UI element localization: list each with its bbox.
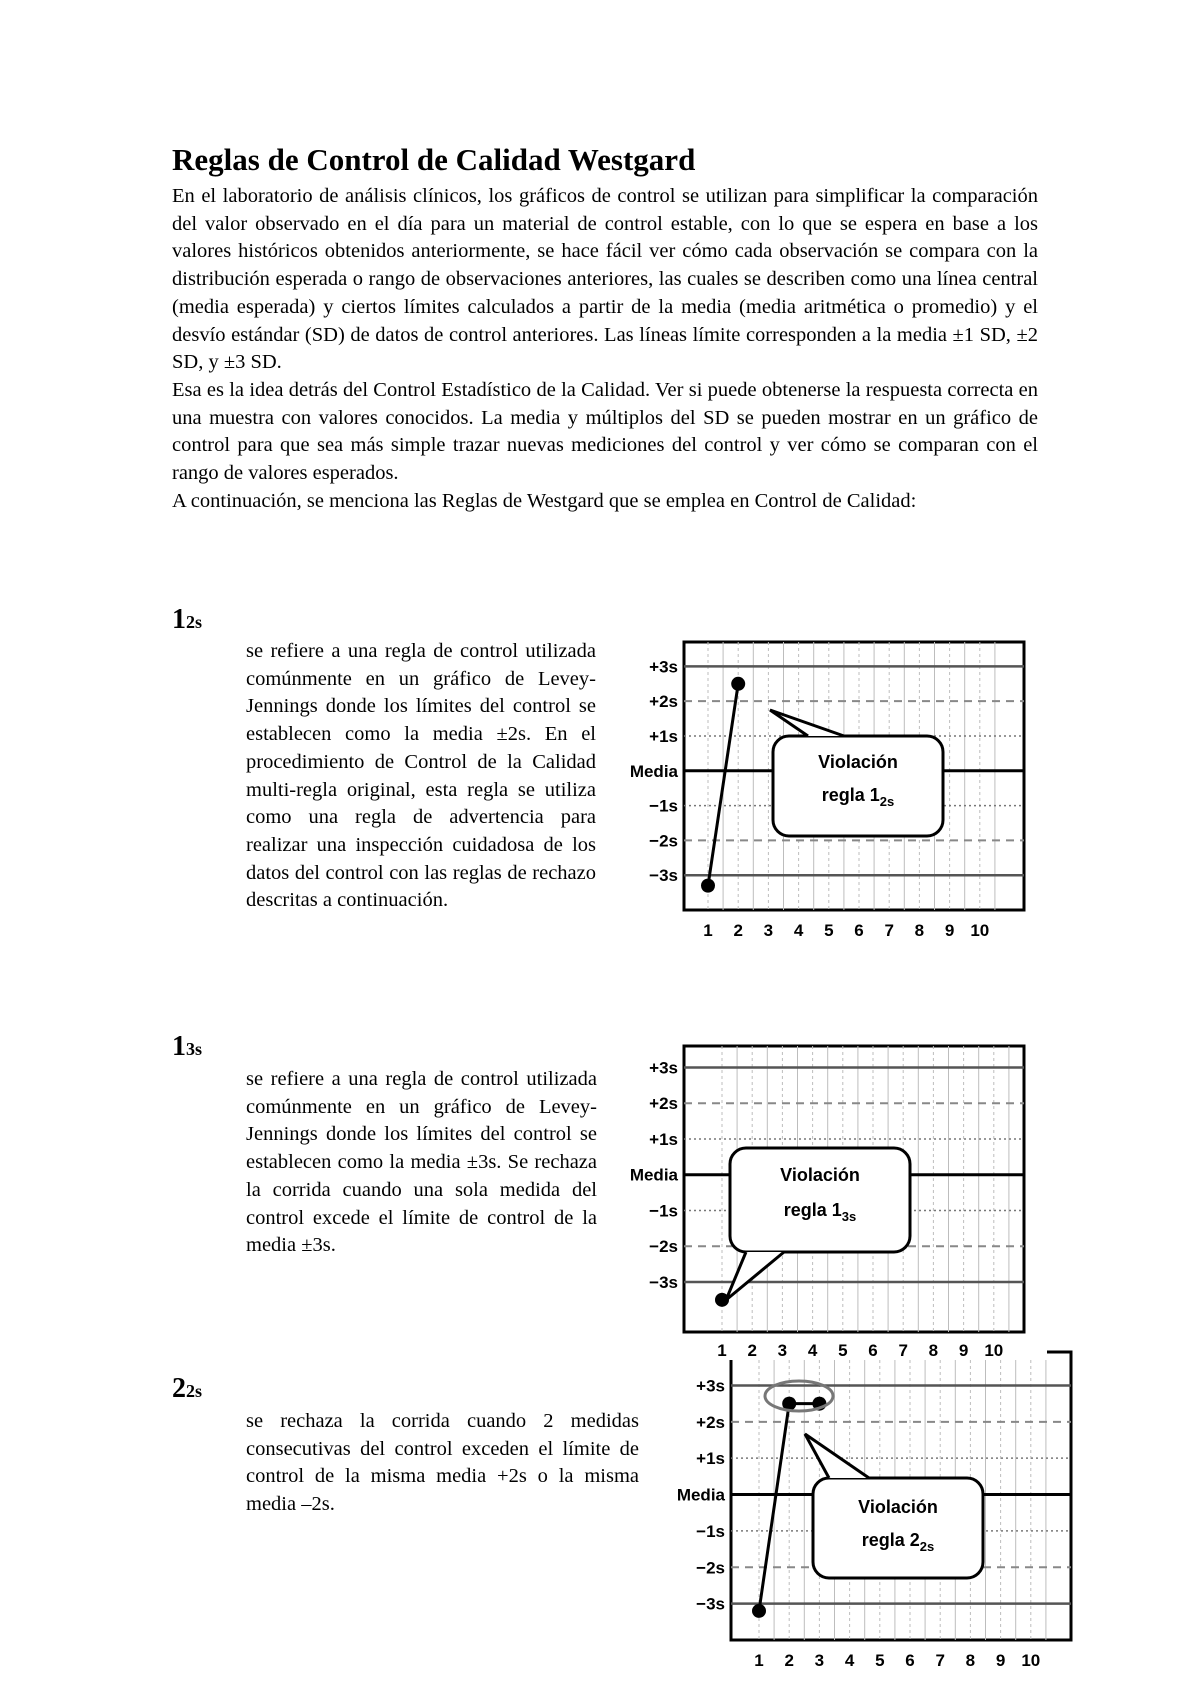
rule-heading-1-2s <box>172 604 202 636</box>
rule-number: 2 <box>172 1373 186 1404</box>
x-tick-label: 10 <box>970 921 990 940</box>
chart-rule-1-2s <box>618 636 1028 946</box>
data-point <box>731 677 745 691</box>
chart-rule-1-3s <box>618 1038 1028 1360</box>
y-level-label: −3s <box>696 1594 725 1614</box>
x-tick-label: 1 <box>717 1341 727 1360</box>
x-tick-label: 4 <box>844 1651 855 1670</box>
y-level-label: −1s <box>649 1201 678 1221</box>
x-tick-label: 6 <box>905 1651 915 1670</box>
x-tick-label: 3 <box>763 921 774 940</box>
x-tick-label: 4 <box>807 1341 818 1360</box>
x-tick-label: 5 <box>875 1651 885 1670</box>
rule-heading-1-3s <box>172 1031 202 1063</box>
rule-subscript: 2s <box>186 1381 203 1401</box>
rule-description-1-3s: se refiere a una regla de control utilizada comúnmente en un gráfico de Levey-Jennings donde los límites del control se establecen como la media ±3s. Se rechaza la corrida cuando una sola medida del control excede el límite de control de la media ±3s. <box>246 1068 597 1257</box>
x-tick-label: 4 <box>793 921 804 940</box>
y-level-label: +3s <box>649 1058 678 1078</box>
intro-paragraph: A continuación, se menciona las Reglas de Westgard que se emplea en Control de Calidad: <box>172 489 917 512</box>
x-tick-label: 6 <box>868 1341 878 1360</box>
callout-rule: regla $1_{2s}$ <box>821 785 895 809</box>
x-tick-label: 6 <box>854 921 864 940</box>
rule-description-2-2s: se rechaza la corrida cuando 2 medidas consecutivas del control exceden el límite de control de la misma media +2s o la misma media –2s. <box>246 1410 639 1516</box>
intro-text <box>172 183 1038 515</box>
x-tick-label: 9 <box>995 1651 1006 1670</box>
callout-title: Violación <box>858 1497 938 1517</box>
y-level-label: −3s <box>649 866 678 886</box>
x-tick-label: 5 <box>838 1341 848 1360</box>
x-tick-label: 2 <box>784 1651 794 1670</box>
x-tick-label: 3 <box>777 1341 788 1360</box>
x-tick-label: 9 <box>944 921 955 940</box>
intro-paragraph: Esa es la idea detrás del Control Estadístico de la Calidad. Ver si puede obtenerse la respuesta correcta en una muestra con valores conocidos. La media y múltiplos del SD se pueden mostrar en un gráfico de control para que sea más simple trazar nuevas mediciones del control y ver cómo se comparan con el rango de valores esperados. <box>172 378 1038 485</box>
y-level-label: +3s <box>696 1376 725 1396</box>
data-point <box>752 1604 766 1618</box>
x-tick-label: 8 <box>965 1651 976 1670</box>
rule-number: 1 <box>172 604 186 635</box>
y-level-label: Media <box>629 761 678 781</box>
y-level-label: Media <box>629 1165 678 1185</box>
y-level-label: −1s <box>696 1521 725 1541</box>
y-level-label: −2s <box>649 831 678 851</box>
x-tick-label: 2 <box>747 1341 757 1360</box>
x-tick-label: 8 <box>928 1341 939 1360</box>
y-level-label: Media <box>676 1485 725 1505</box>
x-tick-label: 7 <box>935 1651 945 1670</box>
y-level-label: +1s <box>696 1449 725 1469</box>
callout-rule: regla $1_{3s}$ <box>783 1200 857 1224</box>
x-tick-label: 2 <box>733 921 743 940</box>
y-level-label: +1s <box>649 1129 678 1149</box>
y-level-label: +3s <box>649 657 678 677</box>
callout-title: Violación <box>818 752 898 772</box>
chart-rule-2-2s <box>665 1350 1075 1670</box>
intro-paragraph: En el laboratorio de análisis clínicos, los gráficos de control se utilizan para simplificar la comparación del valor observado en el día para un material de control estable, con lo que se espera en base a los valores históricos obtenidos anteriormente, se hace fácil ver cómo cada observación se compara con la distribución esperada o rango de observaciones anteriores, las cuales se describen como una línea central (media esperada) y ciertos límites calculados a partir de la media (media aritmética o promedio) y el desvío estándar (SD) de datos de control anteriores. Las líneas límite corresponden a la media ±1 SD, ±2 SD, y ±3 SD. <box>172 185 1038 374</box>
y-level-label: +1s <box>649 726 678 746</box>
y-level-label: −2s <box>649 1237 678 1257</box>
x-tick-label: 1 <box>754 1651 764 1670</box>
x-tick-label: 1 <box>703 921 713 940</box>
y-level-label: −2s <box>696 1558 725 1578</box>
rule-subscript: 3s <box>186 1039 203 1059</box>
callout-bubble <box>813 1478 983 1578</box>
rule-number: 1 <box>172 1031 186 1062</box>
x-tick-label: 7 <box>884 921 894 940</box>
x-tick-label: 5 <box>824 921 834 940</box>
y-level-label: +2s <box>696 1412 725 1432</box>
y-level-label: −3s <box>649 1272 678 1292</box>
data-point <box>701 879 715 893</box>
x-tick-label: 10 <box>984 1341 1004 1360</box>
y-level-label: −1s <box>649 796 678 816</box>
x-tick-label: 3 <box>814 1651 825 1670</box>
rule-subscript: 2s <box>186 612 203 632</box>
rule-description-1-2s: se refiere a una regla de control utilizada comúnmente en un gráfico de Levey-Jennings donde los límites del control se establecen como la media ±2s. En el procedimiento de Control de la Calidad multi-regla original, esta regla se utiliza como una regla de advertencia para realizar una inspección cuidadosa de los datos del control con las reglas de rechazo descritas a continuación. <box>246 640 596 912</box>
y-level-label: +2s <box>649 692 678 712</box>
y-level-label: +2s <box>649 1094 678 1114</box>
page-title: Reglas de Control de Calidad Westgard <box>172 142 696 177</box>
x-tick-label: 10 <box>1021 1651 1041 1670</box>
x-tick-label: 7 <box>898 1341 908 1360</box>
x-tick-label: 9 <box>958 1341 969 1360</box>
rule-heading-2-2s <box>172 1373 202 1405</box>
callout-title: Violación <box>780 1165 860 1185</box>
x-tick-label: 8 <box>914 921 925 940</box>
callout-rule: regla $2_{2s}$ <box>861 1530 935 1554</box>
